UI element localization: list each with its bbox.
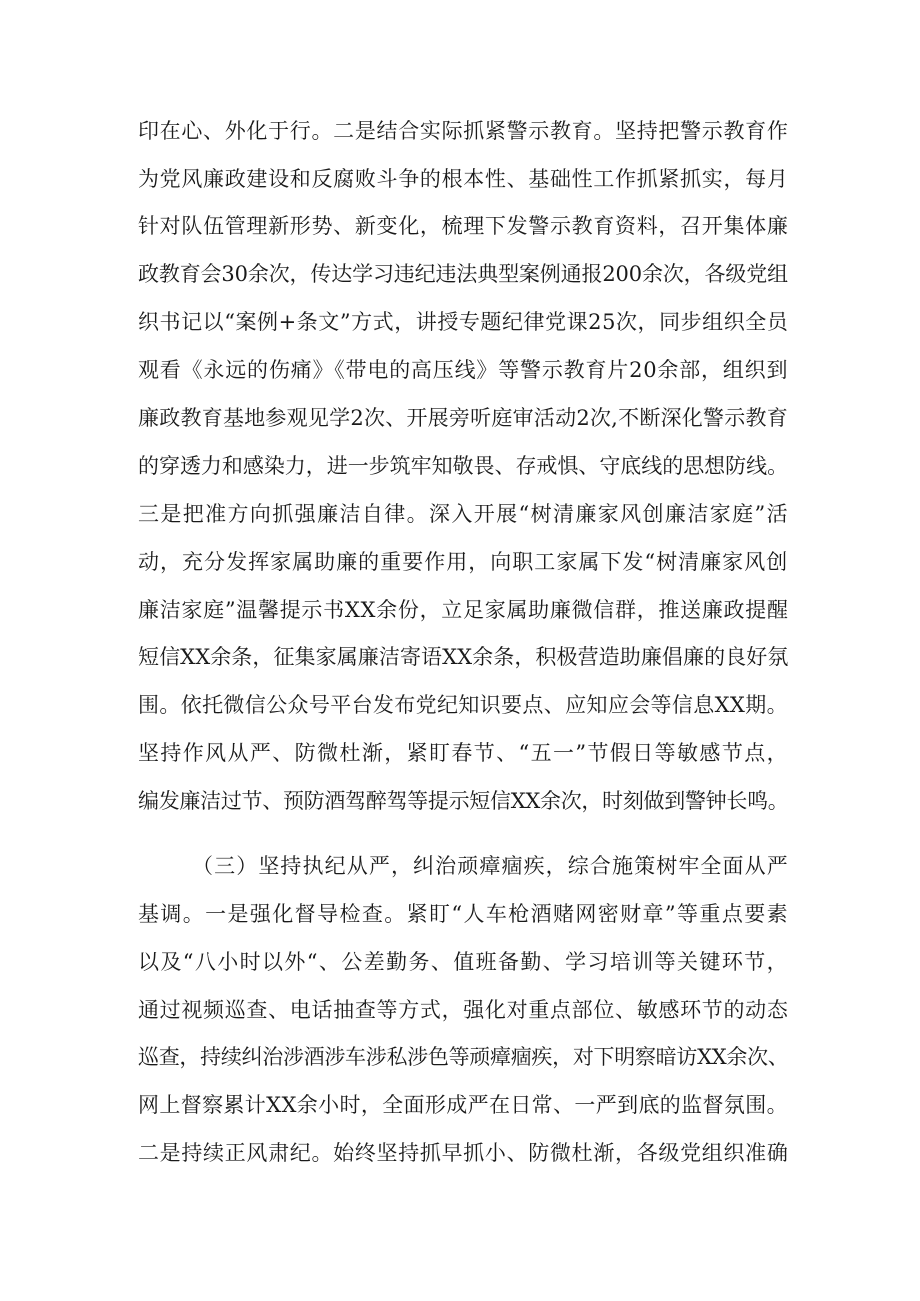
text-line: 廉洁家庭”温馨提示书XX余份，立足家属助廉微信群，推送廉政提醒 (138, 598, 789, 622)
text-line: 三是把准方向抓强廉洁自律。深入开展“树清廉家风创廉洁家庭”活 (138, 502, 789, 526)
text-line: 巡查，持续纠治涉酒涉车涉私涉色等顽瘴痼疾，对下明察暗访XX余次、 (138, 1045, 789, 1069)
text-line: 的穿透力和感染力，进一步筑牢知敬畏、存戒惧、守底线的思想防线。 (138, 454, 789, 478)
text-line: 网上督察累计XX余小时，全面形成严在日常、一严到底的监督氛围。 (138, 1093, 788, 1117)
text-line: 印在心、外化于行。二是结合实际抓紧警示教育。坚持把警示教育作 (138, 119, 789, 143)
text-line: 通过视频巡查、电话抽查等方式，强化对重点部位、敏感环节的动态 (138, 998, 789, 1022)
text-line: 为党风廉政建设和反腐败斗争的根本性、基础性工作抓紧抓实，每月 (138, 167, 789, 191)
text-line: 政教育会30余次，传达学习违纪违法典型案例通报200余次，各级党组 (138, 262, 788, 286)
text-line: 以及“八小时以外“、公差勤务、值班备勤、学习培训等关键环节， (138, 950, 789, 974)
text-line: 观看《永远的伤痛》《带电的高压线》等警示教育片20余部，组织到 (138, 358, 789, 382)
text-line: 基调。一是强化督导检查。紧盯“人车枪酒赌网密财章”等重点要素 (138, 902, 789, 926)
text-line: 围。依托微信公众号平台发布党纪知识要点、应知应会等信息XX期。 (138, 693, 788, 717)
text-line: 二是持续正风肃纪。始终坚持抓早抓小、防微杜渐，各级党组织准确 (138, 1141, 789, 1165)
text-line: 廉政教育基地参观见学2次、开展旁听庭审活动2次,不断深化警示教育 (138, 406, 788, 430)
text-line: 短信XX余条，征集家属廉洁寄语XX余条，积极营造助廉倡廉的良好氛 (138, 645, 789, 669)
section-heading-line: （三）坚持执纪从严，纠治顽瘴痼疾，综合施策树牢全面从严 (192, 854, 789, 878)
text-line: 坚持作风从严、防微杜渐，紧盯春节、“五一”节假日等敏感节点， (138, 741, 789, 765)
text-line: 动，充分发挥家属助廉的重要作用，向职工家属下发“树清廉家风创 (138, 550, 789, 574)
text-line: 针对队伍管理新形势、新变化，梳理下发警示教育资料，召开集体廉 (138, 214, 789, 238)
text-line: 织书记以“案例+条文”方式，讲授专题纪律党课25次，同步组织全员 (138, 310, 789, 334)
text-line: 编发廉洁过节、预防酒驾醉驾等提示短信XX余次，时刻做到警钟长鸣。 (138, 789, 789, 813)
